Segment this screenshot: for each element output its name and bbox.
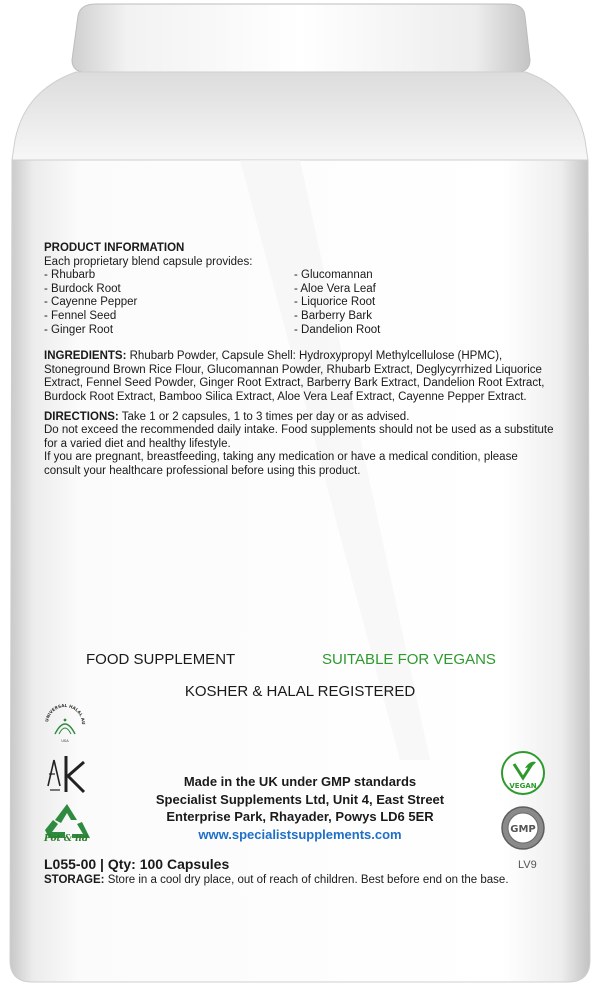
gmp-badge-text: GMP (510, 824, 536, 835)
bottle-shoulder (12, 72, 588, 160)
blend-item: - Fennel Seed (44, 309, 117, 322)
halal-authority-logo (40, 700, 90, 744)
vegan-badge-icon (500, 750, 546, 796)
blend-item: - Glucomannan (294, 269, 373, 282)
ingredients-text: Rhubarb Powder, Capsule Shell: Hydroxypropyl Methylcellulose (HPMC), Stoneground Brown Rice Flour, Glucomannan Powder, Rhubarb Extract, Deglycyrrhized Liquorice Extract, Fennel Seed Powder, Ginger Root Extract, Barberry Bark Extract, Dandelion Root Extract, Burdock Root Extract, Bamboo Silica Extract, Aloe Vera Leaf Extract, Cayenne Pepper Extract. (44, 350, 545, 403)
website-link[interactable]: www.specialistsupplements.com (198, 826, 402, 842)
halal-country-text: USA (61, 739, 69, 743)
label-version: LV9 (518, 859, 537, 871)
suitable-for-vegans-label: SUITABLE FOR VEGANS (322, 651, 496, 668)
food-supplement-label: FOOD SUPPLEMENT (86, 651, 236, 668)
halal-ring-text: UNIVERSAL HALAL AU (44, 702, 87, 725)
blend-item: - Cayenne Pepper (44, 296, 138, 309)
blend-item: - Aloe Vera Leaf (294, 282, 376, 295)
made-in-uk-line: Made in the UK under GMP standards (183, 774, 417, 789)
blend-item: - Barberry Bark (294, 309, 372, 322)
kosher-halal-label: KOSHER & HALAL REGISTERED (184, 683, 416, 700)
directions-paragraph (44, 411, 554, 425)
ingredients-paragraph (44, 350, 554, 404)
blend-item: - Dandelion Root (294, 323, 381, 336)
storage-text: Store in a cool dry place, out of reach of children. Best before end on the base. (104, 874, 509, 886)
kosher-k-logo (40, 752, 90, 796)
lot-quantity: L055-00 | Qty: 100 Capsules (44, 856, 230, 872)
blend-item: - Rhubarb (44, 269, 96, 282)
gmp-badge-icon (500, 805, 546, 851)
product-label (44, 242, 554, 479)
bottle-cap (72, 4, 530, 72)
blend-item: - Burdock Root (44, 282, 121, 295)
recycle-caption: Pot & lid (44, 834, 89, 844)
storage-paragraph (44, 874, 564, 886)
blend-item: - Ginger Root (44, 323, 114, 336)
halal-arch-icon (55, 724, 75, 734)
storage-label: STORAGE: (44, 874, 105, 886)
address-line-1: Specialist Supplements Ltd, Unit 4, East Street (155, 791, 445, 807)
blend-list-right (294, 269, 544, 337)
address-line-2: Enterprise Park, Rhayader, Powys LD6 5ER (166, 809, 434, 824)
product-info-intro: Each proprietary blend capsule provides: (44, 255, 253, 268)
directions-label: DIRECTIONS: (44, 410, 119, 423)
ingredients-label: INGREDIENTS: (44, 350, 127, 363)
blend-list (44, 269, 544, 337)
product-info-heading: PRODUCT INFORMATION (44, 242, 185, 254)
directions-text: Take 1 or 2 capsules, 1 to 3 times per day or as advised. (118, 410, 410, 423)
manufacturer-block (110, 773, 490, 843)
directions-note-medical: If you are pregnant, breastfeeding, taking any medication or have a medical condition, please consult your healthcare professional before using this product. (44, 451, 518, 477)
vegan-badge-text: VEGAN (509, 782, 537, 790)
blend-item: - Liquorice Root (294, 296, 376, 309)
blend-list-left (44, 269, 294, 337)
badges-row (0, 651, 600, 673)
directions-note-intake: Do not exceed the recommended daily intake. Food supplements should not be used as a substitute for a varied diet and healthy lifestyle. (44, 424, 554, 450)
